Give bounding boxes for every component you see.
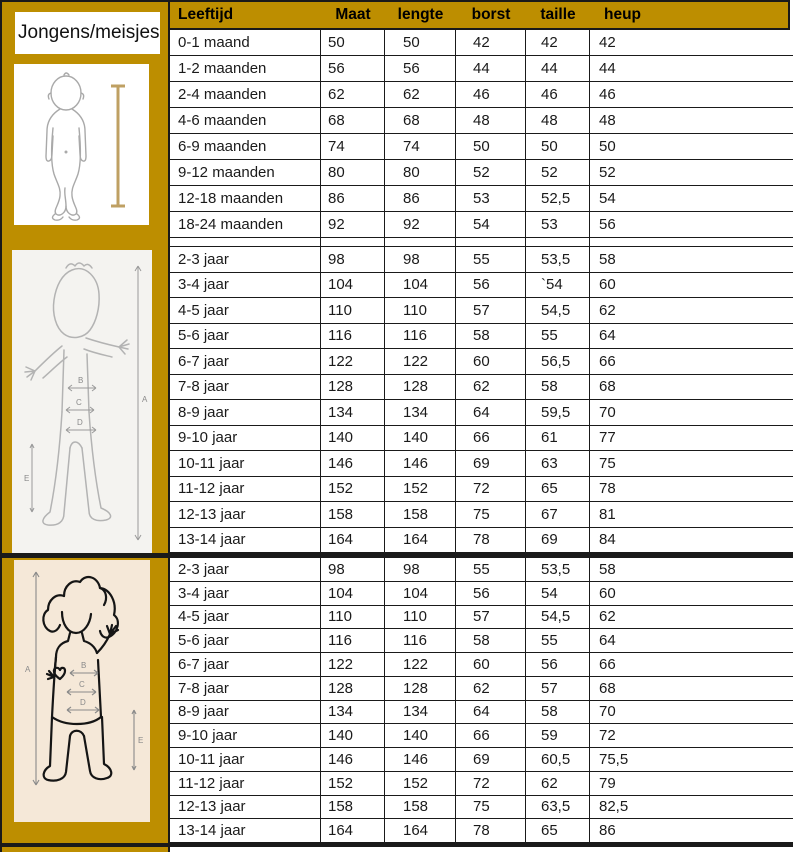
value-cell: 64 (599, 327, 616, 345)
value-cell: 116 (321, 629, 385, 652)
value-cell: 42 (599, 34, 616, 51)
age-cell: 11-12 jaar (170, 772, 321, 795)
value-cell: 62 (599, 608, 616, 626)
boy-measure-label-e: E (24, 474, 30, 483)
girl-measure-label-e: E (138, 736, 144, 745)
value-cell: 122 (385, 653, 456, 676)
value-cell: 134 (385, 400, 456, 425)
value-cell: 54 (456, 212, 526, 237)
value-cell: 68 (385, 108, 456, 133)
value-cell: 75 (599, 454, 616, 472)
value-cell: 63 (526, 451, 590, 476)
value-cell: 64 (599, 632, 616, 650)
column-header-taille: taille (540, 6, 576, 23)
spacer-row (170, 238, 793, 247)
gender-label (15, 12, 160, 54)
value-cell: 98 (385, 558, 456, 581)
value-cell: 128 (385, 677, 456, 700)
value-cell: 56,5 (526, 349, 590, 374)
table-row (170, 134, 793, 160)
value-cell: 140 (321, 426, 385, 451)
column-header-maat: Maat (335, 6, 371, 23)
table-row (170, 606, 793, 630)
value-cell: 61 (526, 426, 590, 451)
value-cell: 134 (321, 400, 385, 425)
value-cell: 79 (599, 774, 616, 792)
value-cell: 74 (321, 134, 385, 159)
value-cell: 56 (599, 216, 616, 233)
age-cell: 11-12 jaar (170, 477, 321, 502)
value-cell: 58 (526, 701, 590, 724)
value-cell: 60 (456, 653, 526, 676)
boy-measure-label-c: C (76, 398, 82, 407)
spacer-cell (456, 238, 526, 246)
age-cell: 8-9 jaar (170, 701, 321, 724)
value-cell: 48 (456, 108, 526, 133)
value-cell: 53,5 (526, 558, 590, 581)
value-cell: 56 (526, 653, 590, 676)
value-cell: 152 (321, 772, 385, 795)
value-cell: 158 (385, 502, 456, 527)
value-cell: 62 (321, 82, 385, 107)
table-row (170, 426, 793, 452)
table-row (170, 748, 793, 772)
value-cell: 55 (526, 629, 590, 652)
value-cell: 54,5 (526, 298, 590, 323)
value-cell: 98 (321, 558, 385, 581)
value-cell: 69 (526, 528, 590, 553)
value-cell: 140 (385, 426, 456, 451)
value-cell: 58 (599, 250, 616, 268)
value-cell: 62 (385, 82, 456, 107)
section-baby-rows (170, 30, 793, 238)
value-cell: 140 (385, 724, 456, 747)
table-row (170, 477, 793, 503)
value-cell: 55 (526, 324, 590, 349)
value-cell: 42 (456, 30, 526, 55)
baby-outline-icon (14, 64, 149, 225)
table-row (170, 653, 793, 677)
girl-outline-icon (14, 560, 150, 822)
age-cell: 5-6 jaar (170, 324, 321, 349)
age-cell: 12-13 jaar (170, 502, 321, 527)
value-cell: 146 (385, 748, 456, 771)
table-row (170, 558, 793, 582)
value-cell: 164 (385, 819, 456, 842)
age-cell: 10-11 jaar (170, 748, 321, 771)
value-cell: 77 (599, 429, 616, 447)
column-header-lengte: lengte (397, 6, 444, 23)
boy-measure-label-b: B (78, 376, 84, 385)
value-cell: 80 (385, 160, 456, 185)
value-cell: 60 (599, 584, 616, 602)
value-cell: 128 (321, 677, 385, 700)
value-cell: 104 (321, 582, 385, 605)
value-cell: 81 (599, 505, 616, 523)
age-cell: 6-7 jaar (170, 653, 321, 676)
value-cell: 80 (321, 160, 385, 185)
value-cell: 60 (456, 349, 526, 374)
age-cell: 13-14 jaar (170, 528, 321, 553)
value-cell: 55 (456, 558, 526, 581)
value-cell: 146 (385, 451, 456, 476)
value-cell: 74 (385, 134, 456, 159)
value-cell: 152 (385, 772, 456, 795)
value-cell: 58 (526, 375, 590, 400)
value-cell: 62 (526, 772, 590, 795)
value-cell: 98 (321, 247, 385, 272)
table-row (170, 298, 793, 324)
table-row (170, 528, 793, 554)
value-cell: 78 (456, 819, 526, 842)
value-cell: 62 (456, 677, 526, 700)
table-row (170, 724, 793, 748)
age-cell: 2-4 maanden (170, 82, 321, 107)
section-boys-rows (170, 247, 793, 553)
value-cell: 54,5 (526, 606, 590, 629)
value-cell: 72 (456, 772, 526, 795)
value-cell: 164 (321, 528, 385, 553)
baby-figure (14, 64, 149, 225)
value-cell: 134 (385, 701, 456, 724)
value-cell: 72 (456, 477, 526, 502)
value-cell: 122 (321, 653, 385, 676)
value-cell: 46 (599, 86, 616, 103)
value-cell: 56 (321, 56, 385, 81)
value-cell: 44 (526, 56, 590, 81)
value-cell: 69 (456, 748, 526, 771)
value-cell: 55 (456, 247, 526, 272)
value-cell: 86 (385, 186, 456, 211)
value-cell: 59,5 (526, 400, 590, 425)
value-cell: 122 (385, 349, 456, 374)
age-cell: 8-9 jaar (170, 400, 321, 425)
value-cell: 75,5 (599, 750, 629, 768)
boy-measure-label-a: A (142, 395, 148, 404)
value-cell: 57 (526, 677, 590, 700)
value-cell: 48 (526, 108, 590, 133)
value-cell: 58 (599, 560, 616, 578)
value-cell: 50 (599, 138, 616, 155)
value-cell: 110 (321, 298, 385, 323)
value-cell: 66 (599, 352, 616, 370)
height-measure-line (111, 86, 125, 206)
value-cell: 78 (599, 480, 616, 498)
age-cell: 12-13 jaar (170, 796, 321, 819)
value-cell: 56 (456, 582, 526, 605)
value-cell: 67 (526, 502, 590, 527)
spacer-cell (590, 238, 793, 246)
value-cell: 44 (599, 60, 616, 77)
table-row (170, 324, 793, 350)
age-cell: 13-14 jaar (170, 819, 321, 842)
age-cell: 2-3 jaar (170, 558, 321, 581)
girl-measure-label-b: B (81, 661, 87, 670)
value-cell: 42 (526, 30, 590, 55)
value-cell: 53 (526, 212, 590, 237)
age-cell: 4-5 jaar (170, 606, 321, 629)
girl-figure (14, 560, 150, 822)
value-cell: 152 (385, 477, 456, 502)
table-row (170, 451, 793, 477)
value-cell: `54 (526, 273, 590, 298)
value-cell: 86 (321, 186, 385, 211)
value-cell: 58 (456, 629, 526, 652)
table-row (170, 30, 793, 56)
table-row (170, 247, 793, 273)
age-cell: 3-4 jaar (170, 273, 321, 298)
value-cell: 56 (456, 273, 526, 298)
table-row (170, 349, 793, 375)
value-cell: 59 (526, 724, 590, 747)
age-cell: 7-8 jaar (170, 677, 321, 700)
value-cell: 69 (456, 451, 526, 476)
value-cell: 164 (321, 819, 385, 842)
age-cell: 1-2 maanden (170, 56, 321, 81)
age-cell: 4-5 jaar (170, 298, 321, 323)
age-cell: 3-4 jaar (170, 582, 321, 605)
value-cell: 57 (456, 606, 526, 629)
value-cell: 110 (385, 298, 456, 323)
value-cell: 56 (385, 56, 456, 81)
table-row (170, 502, 793, 528)
value-cell: 92 (321, 212, 385, 237)
spacer-cell (526, 238, 590, 246)
table-row (170, 56, 793, 82)
section-girls-rows (170, 558, 793, 843)
girl-measure-label-a: A (25, 665, 31, 674)
value-cell: 158 (385, 796, 456, 819)
value-cell: 104 (385, 582, 456, 605)
value-cell: 116 (385, 324, 456, 349)
age-cell: 6-7 jaar (170, 349, 321, 374)
spacer-cell (385, 238, 456, 246)
value-cell: 122 (321, 349, 385, 374)
age-cell: 18-24 maanden (170, 212, 321, 237)
value-cell: 70 (599, 403, 616, 421)
value-cell: 82,5 (599, 798, 629, 816)
gender-label-text: Jongens/meisjes (18, 22, 160, 43)
value-cell: 52 (526, 160, 590, 185)
size-table (170, 0, 793, 847)
age-cell: 6-9 maanden (170, 134, 321, 159)
value-cell: 116 (321, 324, 385, 349)
sidebar (0, 0, 170, 852)
value-cell: 52 (599, 164, 616, 181)
table-row (170, 819, 793, 843)
value-cell: 84 (599, 531, 616, 549)
value-cell: 98 (385, 247, 456, 272)
value-cell: 62 (456, 375, 526, 400)
table-row (170, 212, 793, 238)
value-cell: 110 (385, 606, 456, 629)
value-cell: 62 (599, 301, 616, 319)
spacer-cell (321, 238, 385, 246)
column-header-leeftijd: Leeftijd (178, 6, 234, 23)
value-cell: 50 (321, 30, 385, 55)
girl-measure-label-c: C (79, 680, 85, 689)
boy-outline-icon (12, 250, 152, 553)
age-cell: 12-18 maanden (170, 186, 321, 211)
value-cell: 75 (456, 796, 526, 819)
value-cell: 52 (456, 160, 526, 185)
age-cell: 10-11 jaar (170, 451, 321, 476)
value-cell: 58 (456, 324, 526, 349)
value-cell: 63,5 (526, 796, 590, 819)
table-row (170, 82, 793, 108)
table-row (170, 273, 793, 299)
table-row (170, 582, 793, 606)
value-cell: 110 (321, 606, 385, 629)
value-cell: 60,5 (526, 748, 590, 771)
table-row (170, 677, 793, 701)
table-row (170, 796, 793, 820)
girl-measure-label-d: D (80, 698, 86, 707)
value-cell: 44 (456, 56, 526, 81)
age-cell: 2-3 jaar (170, 247, 321, 272)
table-row (170, 160, 793, 186)
value-cell: 158 (321, 796, 385, 819)
value-cell: 65 (526, 477, 590, 502)
age-cell: 7-8 jaar (170, 375, 321, 400)
boy-measure-label-d: D (77, 418, 83, 427)
value-cell: 60 (599, 276, 616, 294)
bottom-border-line (0, 843, 793, 847)
value-cell: 54 (599, 190, 616, 207)
value-cell: 68 (599, 378, 616, 396)
value-cell: 128 (385, 375, 456, 400)
age-cell: 5-6 jaar (170, 629, 321, 652)
age-cell: 4-6 maanden (170, 108, 321, 133)
table-row (170, 186, 793, 212)
value-cell: 52,5 (526, 186, 590, 211)
value-cell: 46 (526, 82, 590, 107)
table-row (170, 400, 793, 426)
age-cell: 9-12 maanden (170, 160, 321, 185)
value-cell: 86 (599, 822, 616, 840)
value-cell: 116 (385, 629, 456, 652)
value-cell: 68 (321, 108, 385, 133)
value-cell: 66 (599, 655, 616, 673)
value-cell: 54 (526, 582, 590, 605)
value-cell: 104 (385, 273, 456, 298)
value-cell: 92 (385, 212, 456, 237)
value-cell: 48 (599, 112, 616, 129)
value-cell: 70 (599, 703, 616, 721)
table-row (170, 701, 793, 725)
value-cell: 164 (385, 528, 456, 553)
value-cell: 75 (456, 502, 526, 527)
table-header (170, 0, 790, 30)
value-cell: 128 (321, 375, 385, 400)
value-cell: 158 (321, 502, 385, 527)
value-cell: 50 (456, 134, 526, 159)
value-cell: 53,5 (526, 247, 590, 272)
age-cell: 9-10 jaar (170, 724, 321, 747)
table-row (170, 375, 793, 401)
value-cell: 134 (321, 701, 385, 724)
column-header-borst: borst (471, 6, 511, 23)
value-cell: 66 (456, 426, 526, 451)
column-header-heup: heup (604, 6, 642, 23)
section-divider-line (0, 553, 793, 558)
table-row (170, 108, 793, 134)
value-cell: 146 (321, 748, 385, 771)
value-cell: 146 (321, 451, 385, 476)
spacer-cell (170, 238, 321, 246)
value-cell: 50 (526, 134, 590, 159)
value-cell: 57 (456, 298, 526, 323)
value-cell: 104 (321, 273, 385, 298)
boy-figure (12, 250, 152, 553)
age-cell: 9-10 jaar (170, 426, 321, 451)
value-cell: 53 (456, 186, 526, 211)
value-cell: 140 (321, 724, 385, 747)
table-row (170, 629, 793, 653)
table-row (170, 772, 793, 796)
value-cell: 78 (456, 528, 526, 553)
value-cell: 68 (599, 679, 616, 697)
value-cell: 46 (456, 82, 526, 107)
value-cell: 66 (456, 724, 526, 747)
value-cell: 65 (526, 819, 590, 842)
value-cell: 72 (599, 727, 616, 745)
value-cell: 152 (321, 477, 385, 502)
value-cell: 64 (456, 400, 526, 425)
age-cell: 0-1 maand (170, 30, 321, 55)
value-cell: 64 (456, 701, 526, 724)
value-cell: 50 (385, 30, 456, 55)
